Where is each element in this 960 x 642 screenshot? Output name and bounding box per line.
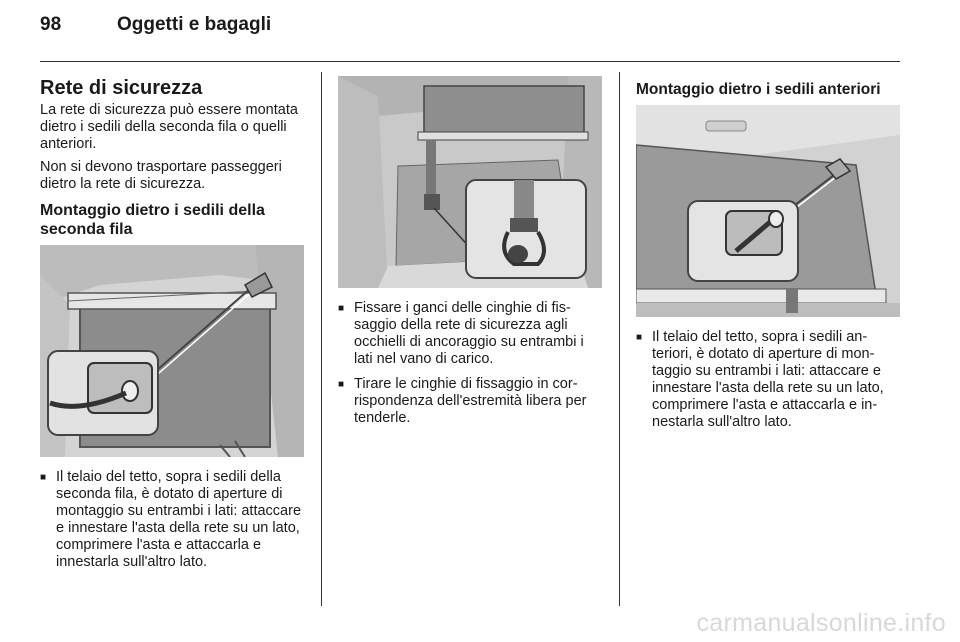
column-1 [40,76,306,571]
bullet-text: Tirare le cinghie di fissaggio in corrispondenza dell'estremità libera per tenderle. [354,376,587,426]
site-watermark: carmanualsonline.info [696,609,946,637]
column-3 [636,76,902,431]
instruction-bullet [338,300,604,368]
page-number: 98 [40,14,62,35]
illustration-cargo-svg [338,76,602,288]
section-title: Rete di sicurezza [40,77,203,99]
instruction-bullet [636,329,902,431]
column-2 [338,76,604,427]
illustration-cargo-anchors [338,76,602,288]
subheading-second-row: Montaggio dietro i sedili della seconda fila [40,202,265,238]
bullet-marker: ■ [40,472,47,483]
bullet-marker: ■ [636,332,643,343]
illustration-front-svg [636,105,900,317]
bullet-marker: ■ [338,379,345,390]
bullet-text: Il telaio del tetto, sopra i sedili anteriori, è dotato di aperture di montaggio su entrambi i lati: attaccare e innestare l'asta della rete su un lato, comprimere l'asta e attaccarla e innestarla sull'altro lato. [652,329,884,430]
instruction-bullet [338,376,604,427]
subheading-front-seats: Montaggio dietro i sedili anteriori [636,81,881,98]
bullet-text: Il telaio del tetto, sopra i sedili della seconda fila, è dotato di aperture di montaggio su entrambi i lati: attaccare e innestare l'asta della rete su un lato, comprimere l'asta e attaccarla e innestarla sull'altro lato. [56,469,302,570]
bullet-text: Fissare i ganci delle cinghie di fissaggio della rete di sicurezza agli occhielli di ancoraggio su entrambi i lati nel vano di carico. [354,300,584,367]
column-divider [619,72,620,606]
intro-paragraph: La rete di sicurezza può essere montata dietro i sedili della seconda fila o quelli anteriori. [40,102,298,152]
illustration-second-row-svg [40,245,304,457]
illustration-second-row-mount [40,245,304,457]
column-divider [321,72,322,606]
instruction-bullet [40,469,306,571]
chapter-title: Oggetti e bagagli [117,14,272,35]
warning-paragraph: Non si devono trasportare passeggeri dietro la rete di sicurezza. [40,159,282,192]
page-header [40,14,900,50]
bullet-marker: ■ [338,303,345,314]
header-rule [40,61,900,62]
illustration-front-mount [636,105,900,317]
